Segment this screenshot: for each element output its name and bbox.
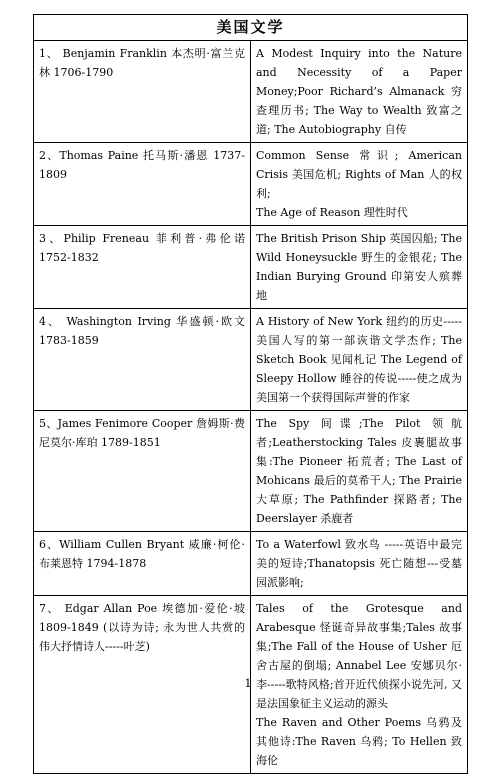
works-text: A Modest Inquiry into the Nature and Necessity of a Paper Money;Poor Richard’s Almanack 穷查理历书; The Way to Wealth 致富之道; The Autobiography 自传 bbox=[256, 47, 462, 136]
literature-table bbox=[33, 14, 468, 774]
table-row bbox=[34, 309, 468, 411]
works-text: Common Sense 常识; American Crisis 美国危机; Rights of Man 人的权利; bbox=[256, 149, 462, 200]
works-text: The Age of Reason 理性时代 bbox=[256, 206, 408, 219]
works-cell bbox=[251, 532, 468, 596]
author-cell: 5、James Fenimore Cooper 詹姆斯·费尼莫尔·库珀 1789-1851 bbox=[34, 411, 251, 532]
works-cell bbox=[251, 226, 468, 309]
works-text: Tales of the Grotesque and Arabesque 怪诞奇异故事集;Tales 故事集;The Fall of the House of Usher 厄舍古屋的倒塌; Annabel Lee 安娜贝尔·李-----歌特风格;首开近代侦探小说先河, 又是法国象征主义运动的源头 bbox=[256, 602, 462, 710]
works-cell bbox=[251, 41, 468, 143]
works-cell bbox=[251, 309, 468, 411]
table-row bbox=[34, 41, 468, 143]
table-row bbox=[34, 143, 468, 226]
works-cell bbox=[251, 143, 468, 226]
author-cell: 3、Philip Freneau 菲利普·弗伦诺 1752-1832 bbox=[34, 226, 251, 309]
table-row bbox=[34, 411, 468, 532]
works-cell bbox=[251, 411, 468, 532]
page-number: 1 bbox=[244, 677, 252, 690]
works-text: The Raven and Other Poems 乌鸦及其他诗:The Raven 乌鸦; To Hellen 致海伦 bbox=[256, 716, 462, 767]
author-cell: 1、 Benjamin Franklin 本杰明·富兰克林 1706-1790 bbox=[34, 41, 251, 143]
author-cell: 6、William Cullen Bryant 威廉·柯伦·布莱恩特 1794-1878 bbox=[34, 532, 251, 596]
author-cell: 2、Thomas Paine 托马斯·潘恩 1737-1809 bbox=[34, 143, 251, 226]
works-text: A History of New York 纽约的历史-----美国人写的第一部诙谐文学杰作; The Sketch Book 见闻札记 The Legend of Sleepy Hollow 睡谷的传说-----使之成为美国第一个获得国际声誉的作家 bbox=[256, 315, 462, 404]
table-row bbox=[34, 532, 468, 596]
works-text: The British Prison Ship 英国囚船; The Wild Honeysuckle 野生的金银花; The Indian Burying Ground 印第安人殡葬地 bbox=[256, 232, 462, 302]
works-text: The Spy 间谍;The Pilot 领航者;Leatherstocking Tales 皮裹腿故事集:The Pioneer 拓荒者; The Last of Mohicans 最后的莫希干人; The Prairie 大草原; The Pathfinder 探路者; The Deerslayer 杀鹿者 bbox=[256, 417, 462, 525]
works-text: To a Waterfowl 致水鸟 -----英语中最完美的短诗;Thanatopsis 死亡随想---受墓园派影响; bbox=[256, 538, 462, 589]
page-title: 美国文学 bbox=[34, 15, 468, 41]
title-row bbox=[34, 15, 468, 41]
author-cell: 4、 Washington Irving 华盛顿·欧文 1783-1859 bbox=[34, 309, 251, 411]
author-cell: 7、 Edgar Allan Poe 埃德加·爱伦·坡 1809-1849 (以诗为诗; 永为世人共赏的伟大抒情诗人-----叶芝) bbox=[34, 596, 251, 774]
table-row bbox=[34, 226, 468, 309]
